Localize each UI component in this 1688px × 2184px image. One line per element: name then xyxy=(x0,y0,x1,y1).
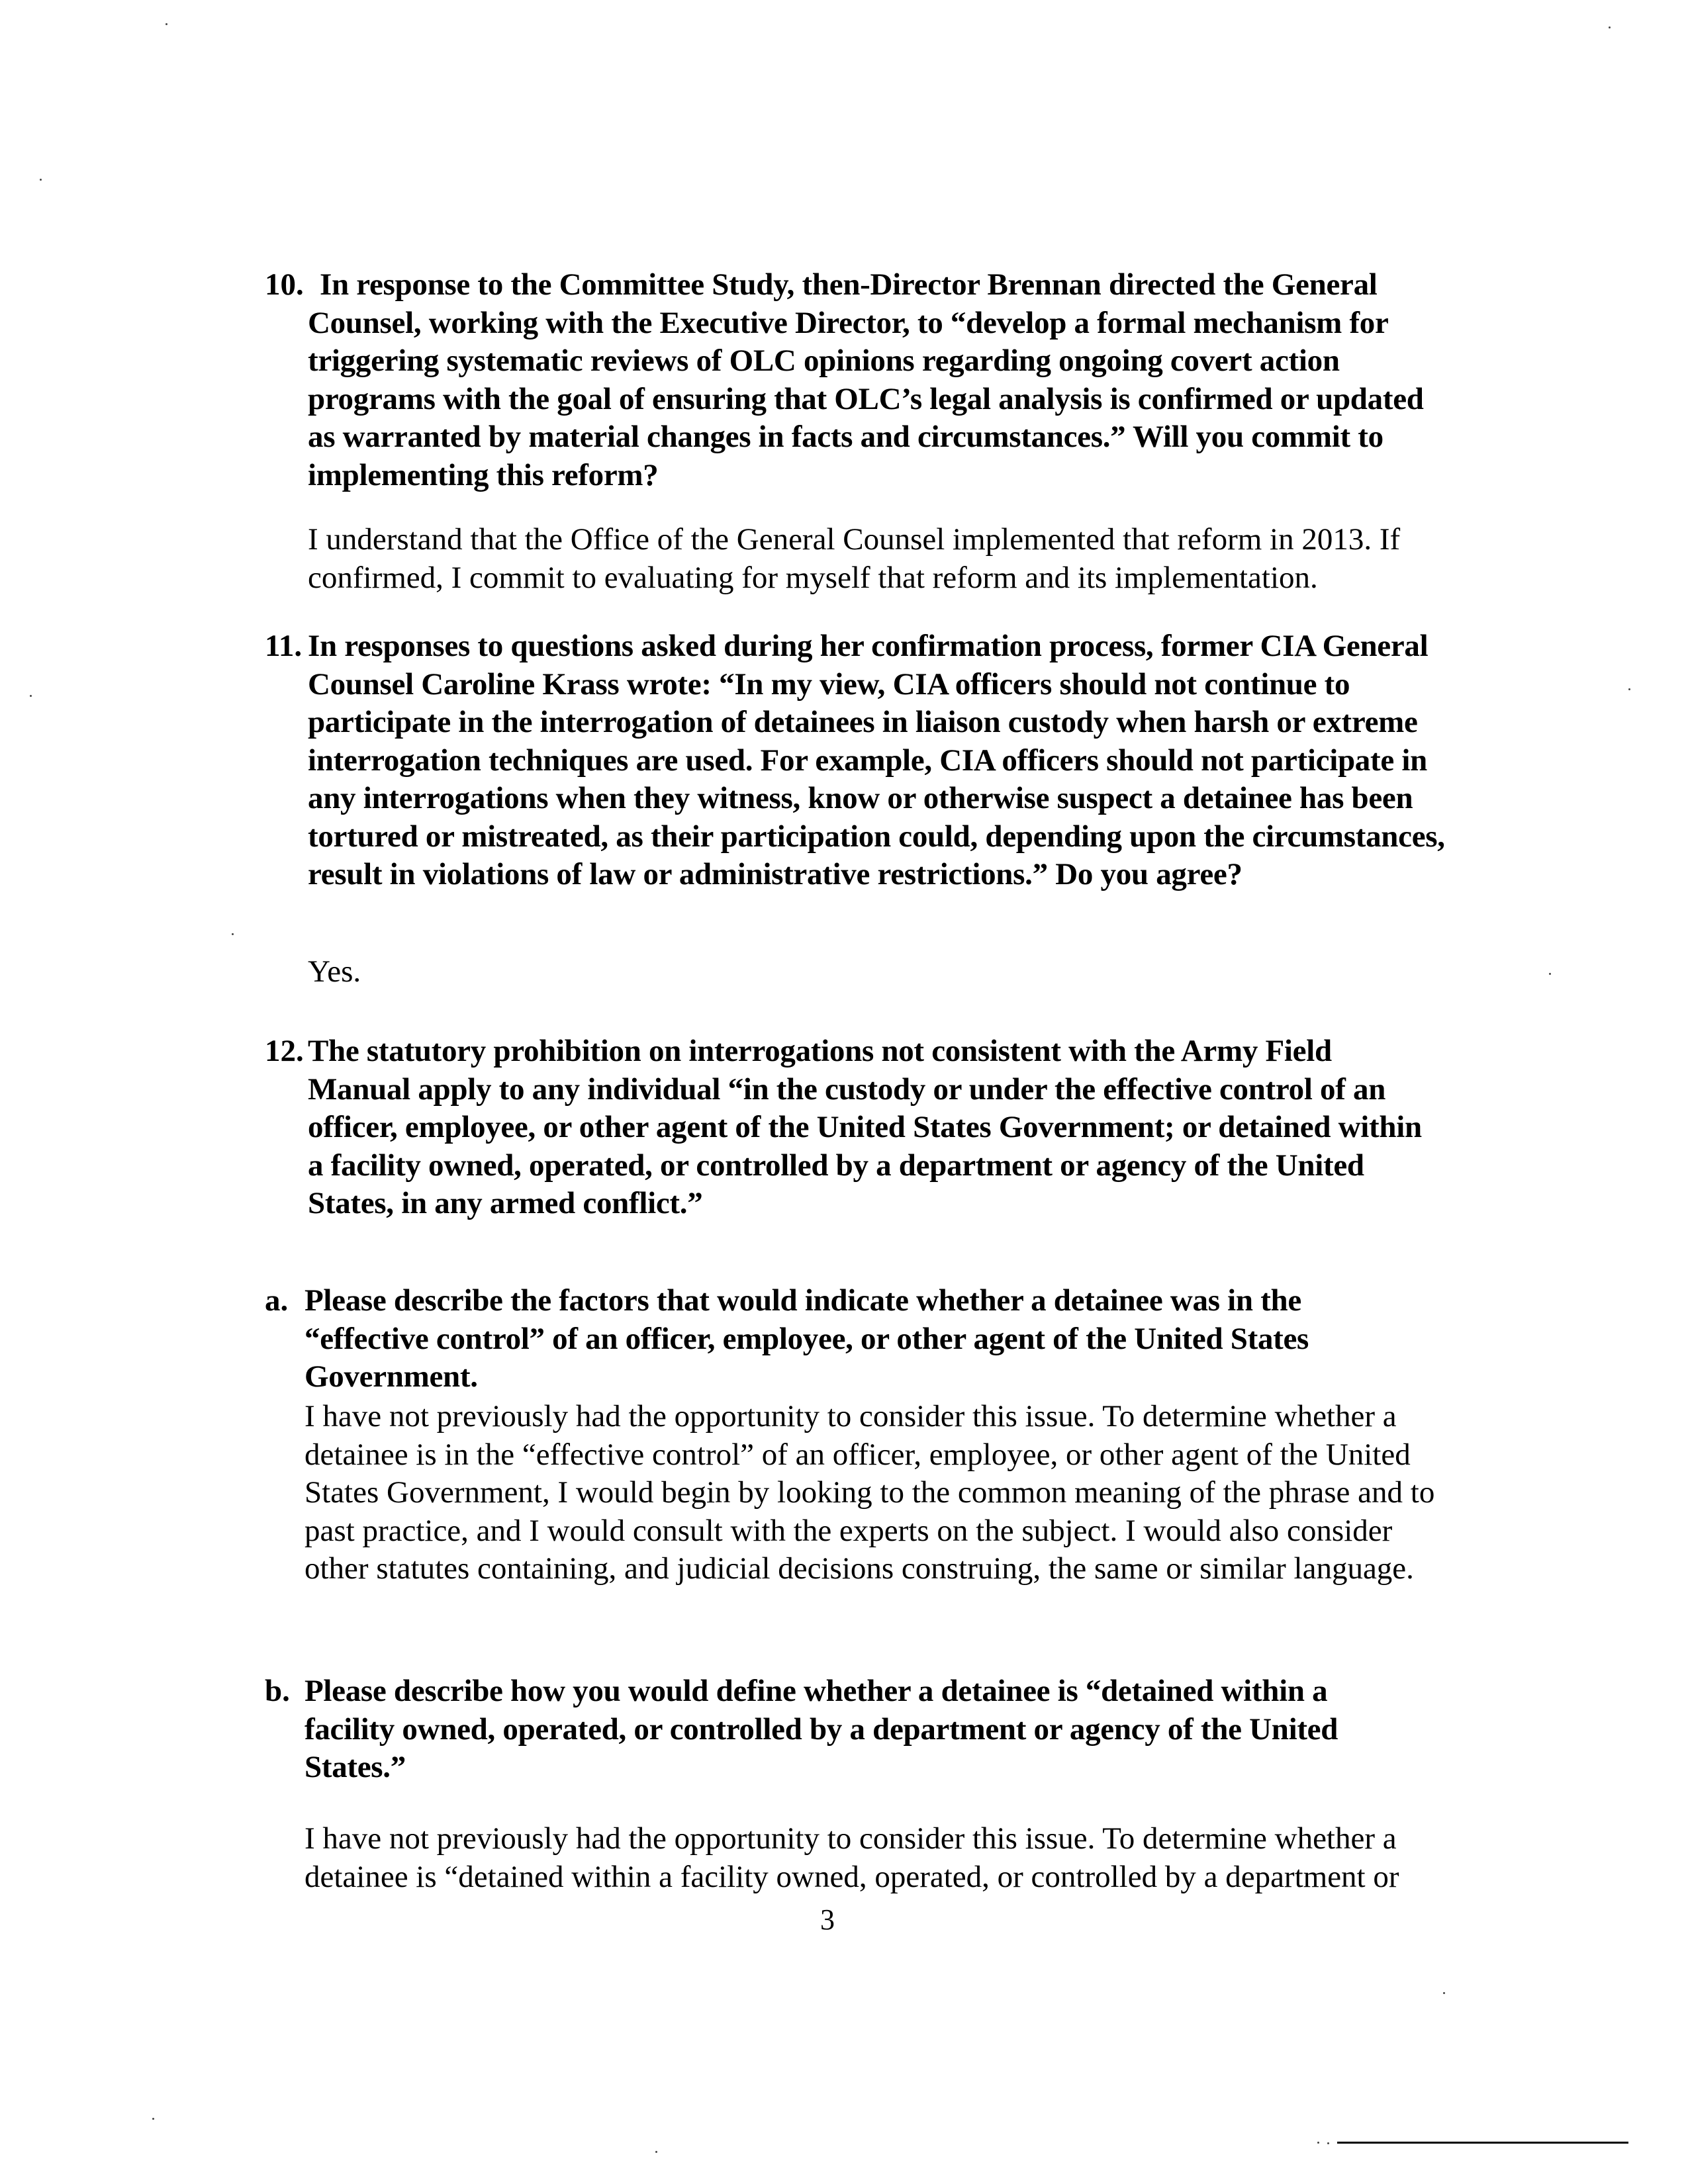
scan-speck xyxy=(165,23,167,25)
question-12-text: The statutory prohibition on interrogations not consistent with the Army Field Manual apply to any individual “in the custody or under the effective control of an officer, employee, or other agent of the United States Government; or detained within a facility owned, operated, or controlled by a department or agency of the United States, in any armed conflict.” xyxy=(308,1034,1422,1220)
subitem-b-question: Please describe how you would define whether a detainee is “detained within a facility owned, operated, or controlled by a department or agency of the United States.” xyxy=(305,1674,1338,1784)
question-number: 12. xyxy=(265,1034,304,1068)
subitem-letter: a. xyxy=(265,1283,289,1318)
question-number: 11. xyxy=(265,629,303,663)
question-10-text: In response to the Committee Study, then-Director Brennan directed the General Counsel, working with the Executive Director, to “develop a formal mechanism for triggering systematic reviews of OLC opinions regarding ongoing covert action programs with the goal of ensuring that OLC’s legal analysis is confirmed or updated as warranted by material changes in facts and circumstances.” Will you commit to implementing this reform? xyxy=(308,267,1424,492)
subitem-a-question: Please describe the factors that would indicate whether a detainee was in the “effective control” of an officer, employee, or other agent of the United States Government. xyxy=(305,1283,1309,1394)
subitem-letter: b. xyxy=(265,1674,290,1708)
scan-speck xyxy=(232,933,234,935)
answer-10-text: I understand that the Office of the General Counsel implemented that reform in 2013. If confirmed, I commit to evaluating for myself that reform and its implementation. xyxy=(308,522,1401,595)
scan-speck xyxy=(1628,688,1630,690)
subitem-a-answer: I have not previously had the opportunity to consider this issue. To determine whether a detainee is in the “effective control” of an officer, employee, or other agent of the United States Government, I would begin by looking to the common meaning of the phrase and to past practice, and I would consult with the experts on the subject. I would also consider other statutes containing, and judicial decisions construing, the same or similar language. xyxy=(305,1399,1435,1586)
scan-speck xyxy=(1549,973,1551,975)
page-number: 3 xyxy=(820,1903,835,1936)
question-11-text: In responses to questions asked during her confirmation process, former CIA General Counsel Caroline Krass wrote: “In my view, CIA officers should not continue to participate in the interrogation of detainees in liaison custody when harsh or extreme interrogation techniques are used. For example, CIA officers should not participate in any interrogations when they witness, know or otherwise suspect a detainee has been tortured or mistreated, as their participation could, depending upon the circumstances, result in violations of law or administrative restrictions.” Do you agree? xyxy=(308,629,1445,891)
scan-speck xyxy=(152,2118,154,2120)
scan-speck xyxy=(655,2151,657,2153)
scan-speck xyxy=(1317,2142,1319,2144)
scan-speck xyxy=(1609,26,1611,28)
scan-speck xyxy=(30,695,32,697)
footer-rule xyxy=(1337,2142,1628,2144)
subitem-b-answer: I have not previously had the opportunity to consider this issue. To determine whether a detainee is “detained within a facility owned, operated, or controlled by a department or xyxy=(305,1821,1399,1894)
answer-11-text: Yes. xyxy=(308,954,361,989)
question-number: 10. xyxy=(265,267,304,302)
scan-speck xyxy=(1327,2142,1329,2144)
scan-speck xyxy=(1443,1992,1445,1994)
scan-speck xyxy=(40,179,42,181)
